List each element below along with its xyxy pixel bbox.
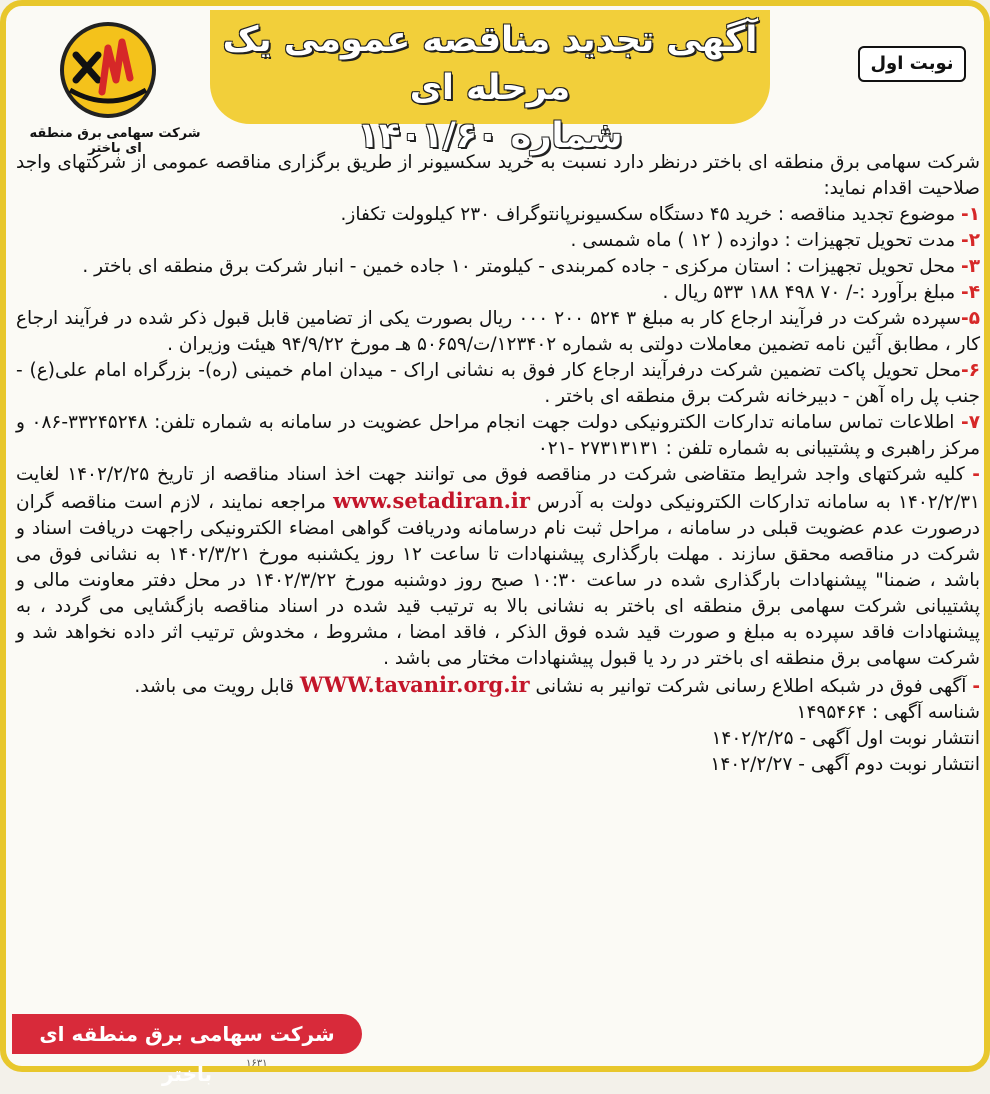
- company-caption: شرکت سهامی برق منطقه ای باختر: [29, 126, 201, 156]
- tavanir-paragraph: [16, 672, 980, 700]
- item-text: محل تحویل پاکت تضمین شرکت درفرآیند ارجاع کار فوق به نشانی اراک - میدان امام خمینی (ره)- بزرگراه امام علی(ع) - جنب پل راه آهن - دبیرخانه شرکت برق منطقه ای باختر .: [16, 360, 980, 407]
- notice-item-1: [16, 202, 980, 228]
- dash-marker: -: [972, 464, 980, 485]
- notice-item-2: [16, 228, 980, 254]
- item-text: محل تحویل تجهیزات : استان مرکزی - جاده کمربندی - کیلومتر ۱۰ جاده خمین - انبار شرکت برق منطقه ای باختر .: [82, 256, 962, 277]
- item-number: ۵-: [961, 308, 980, 329]
- first-publication-date: انتشار نوبت اول آگهی - ۱۴۰۲/۲/۲۵: [711, 728, 980, 749]
- power-company-logo-icon: [58, 20, 158, 124]
- documents-paragraph: [16, 462, 980, 672]
- notice-item-4: [16, 280, 980, 306]
- notice-title: [210, 16, 770, 160]
- item-text: موضوع تجدید مناقصه : خرید ۴۵ دستگاه سکسیونرپانتوگراف ۲۳۰ کیلوولت تکفاز.: [340, 204, 962, 225]
- second-publication-date: انتشار نوبت دوم آگهی - ۱۴۰۲/۲/۲۷: [710, 754, 980, 775]
- item-text: سپرده شرکت در فرآیند ارجاع کار به مبلغ ۳ ۵۲۴ ۲۰۰ ۰۰۰ ریال بصورت یکی از تضامین قابل قبول ذکر شده در فرآیند ارجاع کار ، مطابق آئین نامه تضمین معاملات دولتی به شماره ۱۲۳۴۰۲/ت/۵۰۶۵۹ هـ مورخ ۹۴/۹/۲۲ هیئت وزیران .: [16, 308, 980, 355]
- title-line-2: شماره ۱۴۰۱/۶۰: [357, 116, 623, 156]
- documents-text-start: کلیه شرکتهای واجد شرایط متقاضی شرکت در مناقصه فوق می توانند جهت اخذ اسناد مناقصه از تاریخ ۱۴۰۲/۲/۲۵ لغایت ۱۴۰۲/۲/۳۱ به سامانه تدارکات الکترونیکی دولت به آدرس: [16, 464, 980, 513]
- publication-round-badge: نوبت اول: [858, 46, 966, 82]
- tavanir-text-end: قابل رویت می باشد.: [134, 676, 300, 697]
- dash-marker: -: [972, 676, 980, 697]
- intro-paragraph: شرکت سهامی برق منطقه ای باختر درنظر دارد نسبت به خرید سکسیونر از طریق برگزاری مناقصه عمومی از شرکتهای واجد صلاحیت اقدام نماید:: [16, 152, 980, 199]
- tavanir-text-start: آگهی فوق در شبکه اطلاع رسانی شرکت توانیر به نشانی: [535, 676, 973, 697]
- tavanir-link[interactable]: WWW.tavanir.org.ir: [299, 672, 530, 697]
- item-number: ۳-: [961, 256, 980, 277]
- print-stamp: ۱۶۳۱: [246, 1058, 268, 1069]
- item-text: مبلغ برآورد :-/ ۷۰ ۴۹۸ ۱۸۸ ۵۳۳ ریال .: [662, 282, 962, 303]
- item-number: ۲-: [961, 230, 980, 251]
- setadiran-link[interactable]: www.setadiran.ir: [333, 488, 530, 513]
- notice-body: [16, 150, 980, 778]
- item-text: مدت تحویل تجهیزات : دوازده ( ۱۲ ) ماه شمسی .: [570, 230, 962, 251]
- notice-item-7: [16, 410, 980, 462]
- notice-item-6: [16, 358, 980, 410]
- footer-company-name: شرکت سهامی برق منطقه ای باختر: [39, 1022, 335, 1086]
- item-number: ۷-: [961, 412, 980, 433]
- documents-text-end: مراجعه نمایند ، لازم است مناقصه گران درصورت عدم عضویت قبلی در سامانه ، مراحل ثبت نام درسامانه ودریافت گواهی امضاء الکترونیکی راجهت دریافت اسناد و شرکت در مناقصه محقق سازند . مهلت بارگذاری پیشنهادات تا ساعت ۱۲ روز یکشنبه مورخ ۱۴۰۲/۳/۲۱ به نشانی فوق می باشد ، ضمنا" پیشنهادات بارگذاری شده در ساعت ۱۰:۳۰ صبح روز دوشنبه مورخ ۱۴۰۲/۳/۲۲ در محل دفتر معاونت مالی و پشتیبانی شرکت سهامی برق منطقه ای باختر به نشانی بالا به ترتیب قید شده در اسناد مناقصه بازگشایی می گردد ، به پیشنهادات فاقد سپرده به مبلغ و صورت قید شده فوق الذکر ، فاقد امضا ، مشروط ، مخدوش ترتیب اثر داده نخواهد شد و شرکت سهامی برق منطقه ای باختر در رد یا قبول پیشنهادات مختار می باشد .: [16, 492, 980, 669]
- ad-id: شناسه آگهی : ۱۴۹۵۴۶۴: [796, 702, 980, 723]
- title-line-1: آگهی تجدید مناقصه عمومی یک مرحله ای: [222, 20, 758, 108]
- item-number: ۶-: [961, 360, 980, 381]
- item-number: ۱-: [961, 204, 980, 225]
- notice-item-5: [16, 306, 980, 358]
- item-text: اطلاعات تماس سامانه تدارکات الکترونیکی دولت جهت انجام مراحل عضویت در سامانه به شماره تلفن: ۳۳۲۴۵۲۴۸-۰۸۶ و مرکز راهبری و پشتیبانی به شماره تلفن : ۲۷۳۱۳۱۳۱ -۰۲۱: [16, 412, 980, 459]
- notice-item-3: [16, 254, 980, 280]
- item-number: ۴-: [961, 282, 980, 303]
